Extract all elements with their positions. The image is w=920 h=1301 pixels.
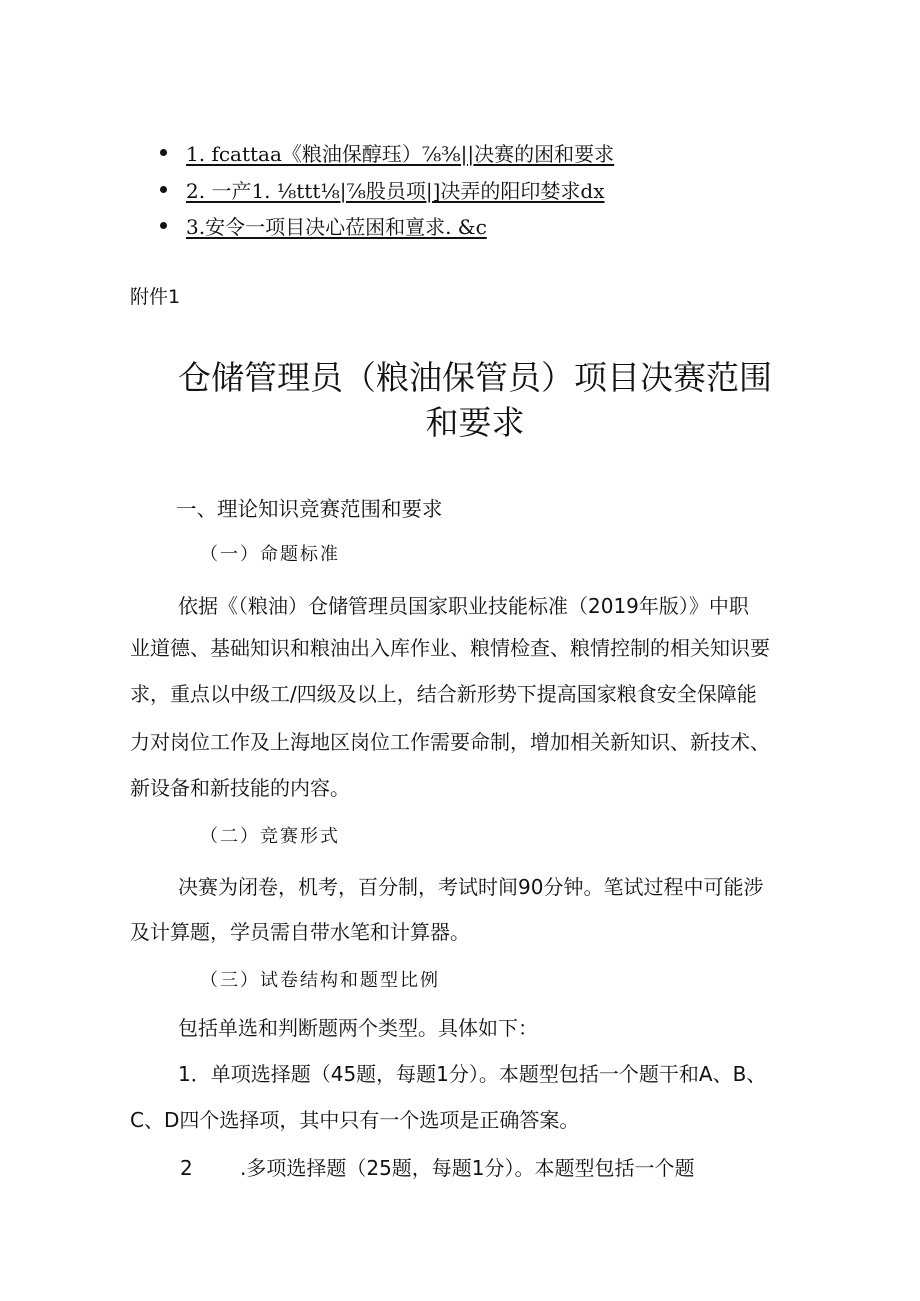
bullet-icon bbox=[160, 149, 167, 156]
paragraph-2-line-2: 及计算题，学员需自带水笔和计算器。 bbox=[130, 920, 470, 944]
section-heading-1: 一、理论知识竞赛范围和要求 bbox=[176, 497, 443, 521]
toc-link-1[interactable]: 1. fcattaa《粮油保醇珏）⅞⅜||决赛的困和要求 bbox=[186, 142, 615, 166]
subsection-heading-2: （二）竞赛形式 bbox=[200, 826, 340, 847]
toc-link-3[interactable]: 3.安令一项目决心莅困和亶求. &c bbox=[186, 215, 487, 239]
attachment-label: 附件1 bbox=[130, 286, 181, 308]
list-item-2-number: 2 bbox=[180, 1156, 193, 1180]
toc-link-2[interactable]: 2. 一产1. ⅛ttt⅛|⅞股员项|]决弄的阳印婪求dx bbox=[186, 179, 605, 203]
list-item-1-line-1: 1．单项选择题（45题，每题1分）。本题型包括一个题干和A、B、 bbox=[178, 1062, 767, 1086]
paragraph-1-line-4: 力对岗位工作及上海地区岗位工作需要命制，增加相关新知识、新技术、 bbox=[130, 730, 770, 754]
paragraph-1-line-5: 新设备和新技能的内容。 bbox=[130, 776, 350, 800]
subsection-heading-1: （一）命题标准 bbox=[200, 544, 340, 565]
page-title-line-1: 仓储管理员（粮油保管员）项目决赛范围 bbox=[178, 358, 772, 397]
subsection-heading-3: （三）试卷结构和题型比例 bbox=[200, 970, 440, 991]
paragraph-2-line-1: 决赛为闭卷，机考，百分制，考试时间90分钟。笔试过程中可能涉 bbox=[178, 875, 764, 899]
bullet-icon bbox=[160, 222, 167, 229]
paragraph-3: 包括单选和判断题两个类型。具体如下： bbox=[178, 1016, 538, 1040]
bullet-icon bbox=[160, 186, 167, 193]
page-title-line-2: 和要求 bbox=[425, 403, 525, 442]
paragraph-1-line-2: 业道德、基础知识和粮油出入库作业、粮情检查、粮情控制的相关知识要 bbox=[130, 636, 770, 660]
paragraph-1-line-3: 求，重点以中级工/四级及以上，结合新形势下提高国家粮食安全保障能 bbox=[130, 682, 757, 706]
list-item-1-line-2: C、D四个选择项，其中只有一个选项是正确答案。 bbox=[130, 1108, 580, 1132]
paragraph-1-line-1: 依据《（粮油）仓储管理员国家职业技能标准（2019年版）》中职 bbox=[178, 594, 749, 618]
list-item-2-line-1: .多项选择题（25题，每题1分）。本题型包括一个题 bbox=[240, 1156, 695, 1180]
